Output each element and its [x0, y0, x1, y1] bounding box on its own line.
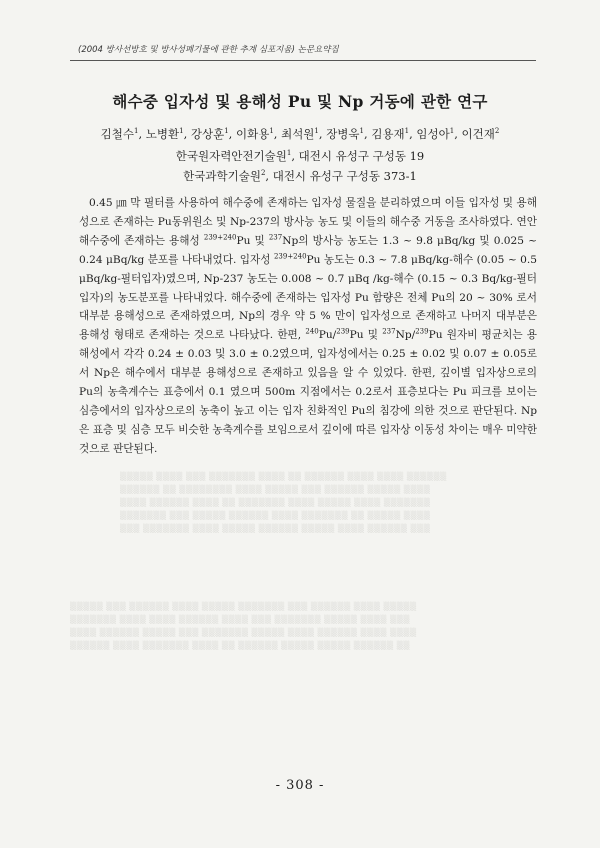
author-name: 최석원 — [281, 127, 315, 141]
isotope-mass: 240 — [305, 327, 319, 336]
affiliation-mark: 1 — [179, 127, 184, 136]
author-name: 임성아 — [416, 127, 450, 141]
isotope-mass: 239 — [415, 327, 429, 336]
author-list: 김철수$^1$, 노병환$^1$, 강상훈$^1$, 이화용$^1$, 최석원$^1$, 장병욱$^1$, 김용재$^1$, 임성아$^1$, 이건재$^2$ — [100, 127, 500, 141]
isotope-mass: 237 — [268, 233, 283, 242]
abstract-text: Np의 방사능 농도는 1.3 ~ 9.8 μBq/kg 및 0.025 ~ 0.24 μBq/kg 분포를 나타내었다. 입자성 — [79, 234, 538, 266]
affiliation-mark: 1 — [133, 127, 139, 136]
author-name: 김용재 — [371, 127, 405, 141]
abstract-text: Pu 원자비 평균치는 용해성에서 각각 0.24 ± 0.03 및 3.0 ± 0.2였으며, 입자성에서는 0.25 ± 0.02 및 0.07 ± 0.05로서 Np은 해수에서 대부분 용해성으로 존재하고 있음을 알 수 있었다. 한편, 깊이별 입자상으로의 Pu의 농축계수는 표층에서 0.1 였으며 500m 지점에서는 0.2로서 표층보다는 Pu 피크를 보이는 심층에서의 입자상으로의 농축이 높고 이는 입자 친화적인 Pu의 침강에 의한 것으로 판단된다. Np은 표층 및 심층 모두 비슷한 농축계수를 보임으로서 깊이에 따른 입자상 이동성 차이는 매우 미약한 것으로 판단된다. — [79, 329, 537, 455]
isotope-mass: 239+240 — [203, 233, 237, 242]
affiliation-line — [0, 148, 600, 164]
affiliation-line — [0, 168, 600, 184]
affiliation-mark: 1 — [224, 127, 229, 136]
author-name: 김철수 — [100, 127, 134, 141]
isotope-mass: 237 — [382, 327, 396, 336]
author-name: 이건재 — [461, 127, 495, 141]
bleed-through-texture: ▒▒▒▒▒ ▒▒▒▒ ▒▒▒ ▒▒▒▒▒▒▒ ▒▒▒▒ ▒▒ ▒▒▒▒▒▒ ▒▒▒▒ ▒▒▒▒ ▒▒▒▒▒▒ ▒▒▒▒▒▒ ▒▒ ▒▒▒▒▒▒▒▒ ▒▒▒▒ ▒▒▒▒▒ ▒▒▒ ▒▒▒▒▒▒ ▒▒▒▒▒ ▒▒▒▒ ▒▒▒▒ ▒▒▒▒▒▒ ▒▒▒▒ ▒▒ ▒▒▒▒▒▒▒ ▒▒▒▒ ▒▒▒▒▒ ▒▒▒▒ ▒▒▒▒▒▒▒ ▒▒▒▒▒▒▒ ▒▒▒ ▒▒▒▒▒ ▒▒▒▒▒▒ ▒▒▒▒ ▒▒▒▒▒▒▒ ▒▒ ▒▒▒▒▒ ▒▒▒▒ ▒▒▒ ▒▒▒▒▒▒▒ ▒▒▒▒ ▒▒▒▒▒ ▒▒▒▒▒▒ ▒▒▒▒▒ ▒▒▒▒ ▒▒▒▒▒▒ ▒▒▒ — [120, 472, 447, 533]
bleed-through-texture: ▒▒▒▒▒ ▒▒▒ ▒▒▒▒▒▒ ▒▒▒▒ ▒▒▒▒▒ ▒▒▒▒▒▒▒ ▒▒▒ ▒▒▒▒▒▒ ▒▒▒▒ ▒▒▒▒▒ ▒▒▒▒▒▒▒ ▒▒▒▒ ▒▒▒▒ ▒▒▒▒▒▒ ▒▒▒▒ ▒▒▒ ▒▒▒▒▒▒▒ ▒▒▒▒▒ ▒▒▒▒ ▒▒▒ ▒▒▒▒ ▒▒▒▒▒▒ ▒▒▒▒▒ ▒▒▒ ▒▒▒▒▒▒▒ ▒▒▒▒▒ ▒▒▒▒ ▒▒▒▒▒▒ ▒▒▒▒ ▒▒▒▒ ▒▒▒▒▒▒ ▒▒▒▒ ▒▒▒▒▒▒▒ ▒▒▒▒ ▒▒ ▒▒▒▒▒▒ ▒▒▒▒▒ ▒▒▒▒▒ ▒▒▒▒▒▒ ▒▒ — [70, 602, 417, 650]
affiliation-mark: 2 — [494, 127, 500, 136]
affiliation-address: , 대전시 유성구 구성동 373-1 — [265, 169, 417, 183]
abstract-text: Pu 및 — [236, 234, 269, 247]
isotope-mass: 239 — [336, 327, 350, 336]
abstract-text: Pu 및 — [349, 329, 383, 342]
author-name: 장병욱 — [326, 127, 360, 141]
affiliation-mark: 1 — [359, 127, 364, 136]
affiliation-mark: 1 — [269, 127, 274, 136]
affiliation-mark: 2 — [260, 169, 266, 178]
author-name: 강상훈 — [190, 127, 225, 141]
author-name: 이화용 — [235, 127, 270, 141]
abstract-paragraph — [79, 194, 537, 459]
affiliation-org: 한국원자력안전기술원 — [175, 149, 287, 163]
author-name: 노병환 — [145, 127, 180, 141]
abstract-text: Pu 농도는 0.3 ~ 7.8 μBq/kg-해수 (0.05 ~ 0.5 μBq/kg-필터입자)였으며, Np-237 농도는 0.008 ~ 0.7 μBq /kg-해수 (0.15 ~ 0.3 Bq/kg-필터입자)의 농도분포를 나타내었다. 해수중에 존재하는 입자성 Pu 함량은 전체 Pu의 20 ~ 30% 로서 대부분 용해성으로 존재하였으며, Np의 경우 약 5 % 만이 입자성으로 존재하고 나머지 대부분은 용해성 형태로 존재하는 것으로 나타났다. 한편, — [79, 253, 537, 342]
affiliation-mark: 1 — [286, 149, 292, 158]
abstract-text: 0.45 ㎛ 막 필터를 사용하여 해수중에 존재하는 입자성 물질을 분리하였으며 이들 입자성 및 용해성으로 존재하는 Pu동위원소 및 Np-237의 방사능 농도 및 이들의 해수중 거동을 조사하였다. 연안해수중에 존재하는 용해성 — [79, 197, 537, 247]
paper-title: 해수중 입자성 및 용해성 Pu 및 Np 거동에 관한 연구 — [112, 92, 488, 111]
abstract-text: Pu/ — [318, 329, 337, 342]
abstract-text: Np/ — [395, 329, 416, 342]
affiliation-org: 한국과학기술원 — [183, 169, 261, 183]
affiliation-address: , 대전시 유성구 구성동 19 — [291, 149, 425, 163]
running-header: (2004 방사선방호 및 방사성폐기물에 관한 추계 심포지움) 논문요약집 — [78, 45, 339, 55]
affiliation-mark: 1 — [404, 127, 410, 136]
page-number: - 308 - — [275, 778, 325, 793]
header-rule — [70, 60, 536, 61]
isotope-mass: 239+240 — [273, 252, 307, 261]
affiliation-mark: 1 — [449, 127, 455, 136]
affiliation-mark: 1 — [314, 127, 319, 136]
